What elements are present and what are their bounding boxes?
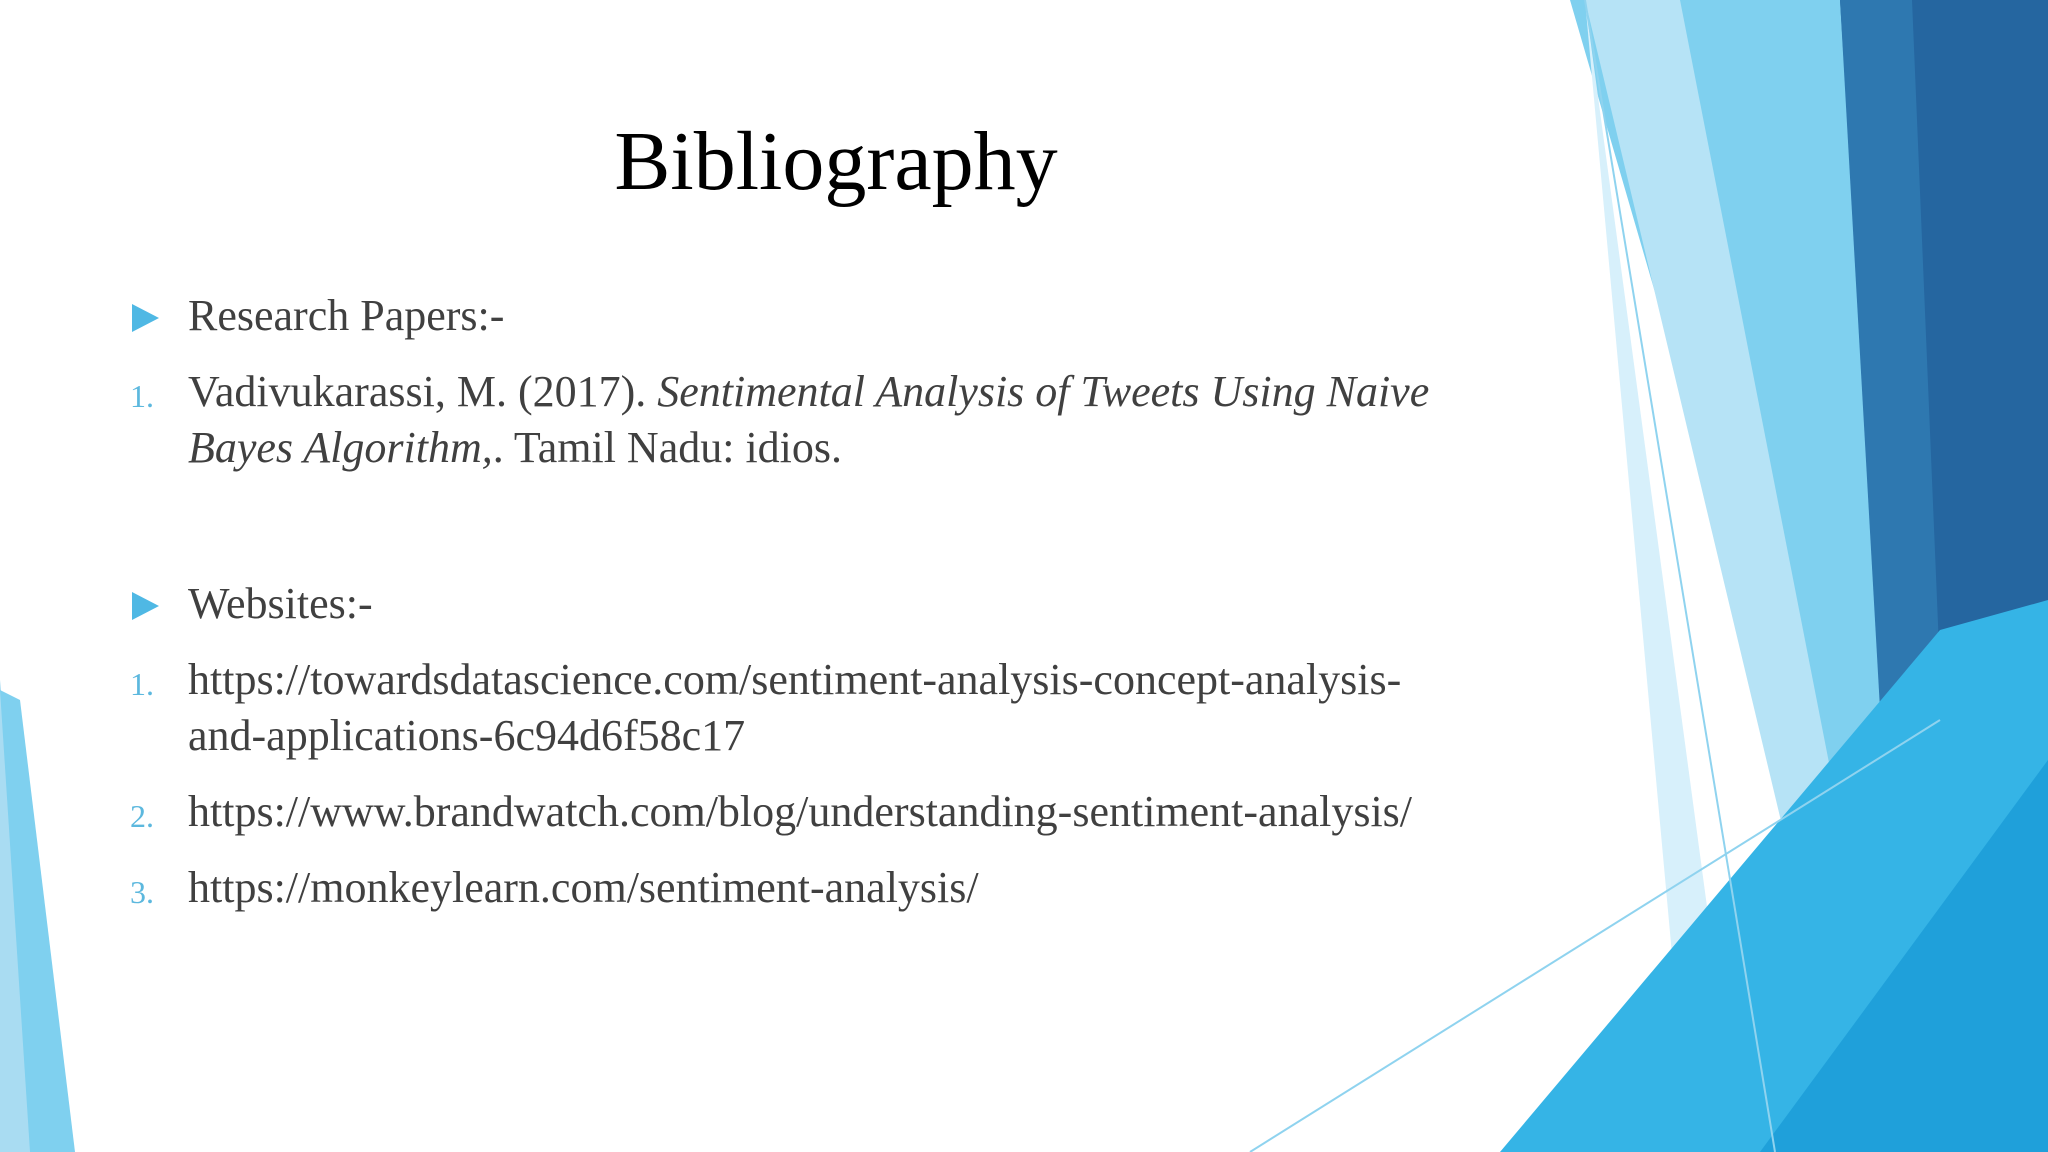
section-heading-research-papers: [130, 288, 1530, 344]
paper-publisher: . Tamil Nadu: idios.: [492, 423, 843, 472]
bibliography-content: [130, 288, 1530, 916]
section-heading-label: Research Papers:-: [188, 291, 505, 340]
website-url-line-1: https://towardsdatascience.com/sentiment-analysis-concept-analysis-: [188, 655, 1402, 704]
list-number: 1.: [130, 378, 154, 414]
website-entry: [130, 784, 1530, 840]
paper-entry: [130, 364, 1530, 476]
website-url-line-2: and-applications-6c94d6f58c17: [188, 711, 746, 760]
paper-author: Vadivukarassi, M. (2017).: [188, 367, 658, 416]
list-number: 3.: [130, 874, 154, 910]
paper-title-part-2: Bayes Algorithm,: [188, 423, 493, 472]
list-number: 1.: [130, 666, 154, 702]
website-url: https://monkeylearn.com/sentiment-analysis/: [188, 863, 979, 912]
website-entry: [130, 652, 1530, 764]
section-heading-label: Websites:-: [188, 579, 373, 628]
triangle-bullet-icon: [132, 592, 159, 620]
paper-entry-line-1: [188, 364, 1530, 420]
website-url: https://www.brandwatch.com/blog/understanding-sentiment-analysis/: [188, 787, 1413, 836]
triangle-bullet-icon: [132, 304, 159, 332]
slide-title: Bibliography: [614, 115, 1058, 208]
section-heading-websites: [130, 576, 1530, 632]
list-number: 2.: [130, 798, 154, 834]
paper-title-part-1: Sentimental Analysis of Tweets Using Naive: [657, 367, 1430, 416]
paper-entry-line-2: [188, 420, 1530, 476]
website-entry: [130, 860, 1530, 916]
